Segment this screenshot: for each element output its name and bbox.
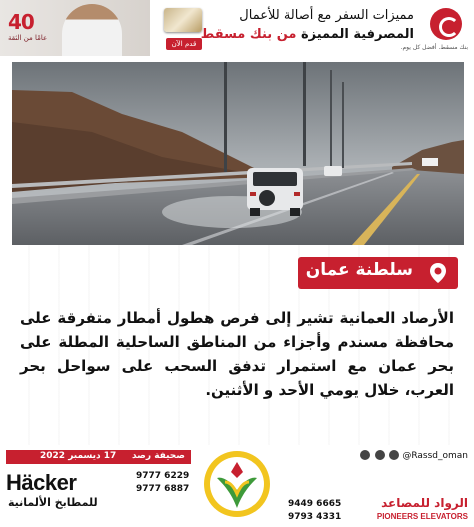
anniversary-badge: 40 (8, 10, 34, 34)
hacker-phone-2[interactable]: 9777 6887 (136, 484, 190, 494)
news-photo (12, 62, 464, 245)
paper-name: صحيفة رصد (131, 451, 185, 461)
ad-subheadline (201, 27, 414, 42)
hacker-phones (136, 470, 189, 496)
handle-text: @Rassd_oman (402, 451, 468, 461)
ad-headline: مميزات السفر مع أصالة للأعمال (239, 8, 414, 23)
date-bar (6, 450, 191, 464)
ad-person-image (62, 4, 122, 56)
issue-date: 17 ديسمبر 2022 (40, 451, 117, 461)
twitter-icon (389, 450, 399, 460)
rassd-logo-icon (203, 448, 271, 520)
instagram-icon (375, 450, 385, 460)
pioneer-phone-2[interactable]: 9793 4331 (288, 512, 342, 522)
location-label: سلطنة عمان (305, 260, 413, 280)
pioneer-english-name: PIONEERS ELEVATORS (376, 512, 468, 521)
credit-card-image (164, 8, 202, 32)
ad-photo-panel (0, 0, 150, 56)
location-pin-icon (426, 261, 450, 285)
footer-left-sponsor (6, 450, 191, 522)
footer-right-sponsor (288, 450, 468, 522)
bank-muscat-logo-icon (430, 8, 462, 40)
article-text: الأرصاد العمانية تشير إلى فرص هطول أمطار متفرقة على محافظة مسندم وأجزاء من المناطق الساحلية المطلة على بحر عمان مع استمرار تدفق السحب على سواحل بحر العرب، خلال يومي الأحد و الأثنين. (20, 309, 454, 399)
apply-now-button[interactable]: قدم الآن (166, 38, 202, 50)
location-badge (298, 257, 458, 289)
pioneer-arabic-name: الرواد للمصاعد (381, 496, 468, 510)
hacker-phone-1[interactable]: 9777 6229 (136, 471, 190, 481)
ad-banner[interactable] (0, 0, 474, 56)
pioneer-phone-1[interactable]: 9449 6665 (288, 499, 342, 509)
hacker-logo: Häcker (6, 470, 77, 495)
ad-subheadline-black: المصرفية المميزة (300, 27, 414, 42)
social-handle[interactable] (358, 450, 468, 461)
anniversary-subtitle: عامًا من الثقة (8, 34, 48, 42)
ad-tagline: بنك مسقط. أفضل كل يوم. (400, 44, 468, 51)
pioneer-phones (288, 498, 341, 524)
hacker-subtitle: للمطابخ الألمانية (8, 496, 98, 509)
facebook-icon (360, 450, 370, 460)
ad-subheadline-red: من بنك مسقط (200, 27, 297, 42)
